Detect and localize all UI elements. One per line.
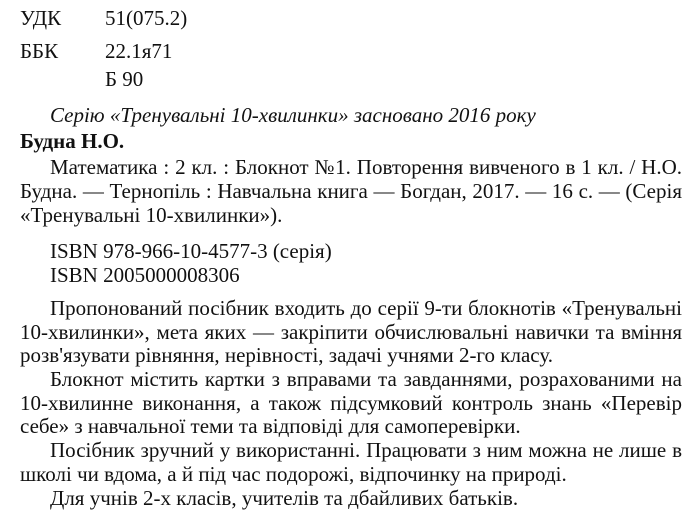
udk-label: УДК	[20, 6, 62, 30]
isbn-series: ISBN 978-966-10-4577-3 (серія)	[50, 239, 332, 263]
annotation-paragraph-2: Блокнот містить картки з вправами та завданнями, розрахованими на 10-хвилинне виконання, а також підсумковий контроль знань «Перевір себе» з навчальної теми та відповіді для самоперевірки.	[20, 367, 682, 438]
author-name: Будна Н.О.	[20, 129, 125, 153]
bbk-label: ББК	[20, 39, 59, 63]
bibliographic-description: Математика : 2 кл. : Блокнот №1. Повторення вивченого в 1 кл. / Н.О. Будна. — Тернопіль : Навчальна книга — Богдан, 2017. — 16 с. — (Серія «Тренувальні 10-хвилинки»).	[20, 155, 682, 227]
udk-value: 51(075.2)	[105, 6, 188, 30]
isbn-book: ISBN 2005000008306	[50, 263, 240, 287]
bbk-value: 22.1я71	[105, 39, 173, 63]
author-mark: Б 90	[105, 67, 144, 91]
annotation-paragraph-4: Для учнів 2-х класів, учителів та дбайливих батьків.	[50, 486, 519, 510]
annotation-paragraph-3: Посібник зручний у використанні. Працювати з ним можна не лише в школі чи вдома, а й під час подорожі, відпочинку на природі.	[20, 438, 682, 486]
series-note: Серію «Тренувальні 10-хвилинки» засновано 2016 року	[50, 103, 536, 127]
annotation-paragraph-1: Пропонований посібник входить до серії 9-ти блокнотів «Тренувальні 10-хвилинки», мета яких — закріпити обчислювальні навички та вміння розв'язувати рівняння, нерівності, задачі учнями 2-го класу.	[20, 296, 682, 367]
